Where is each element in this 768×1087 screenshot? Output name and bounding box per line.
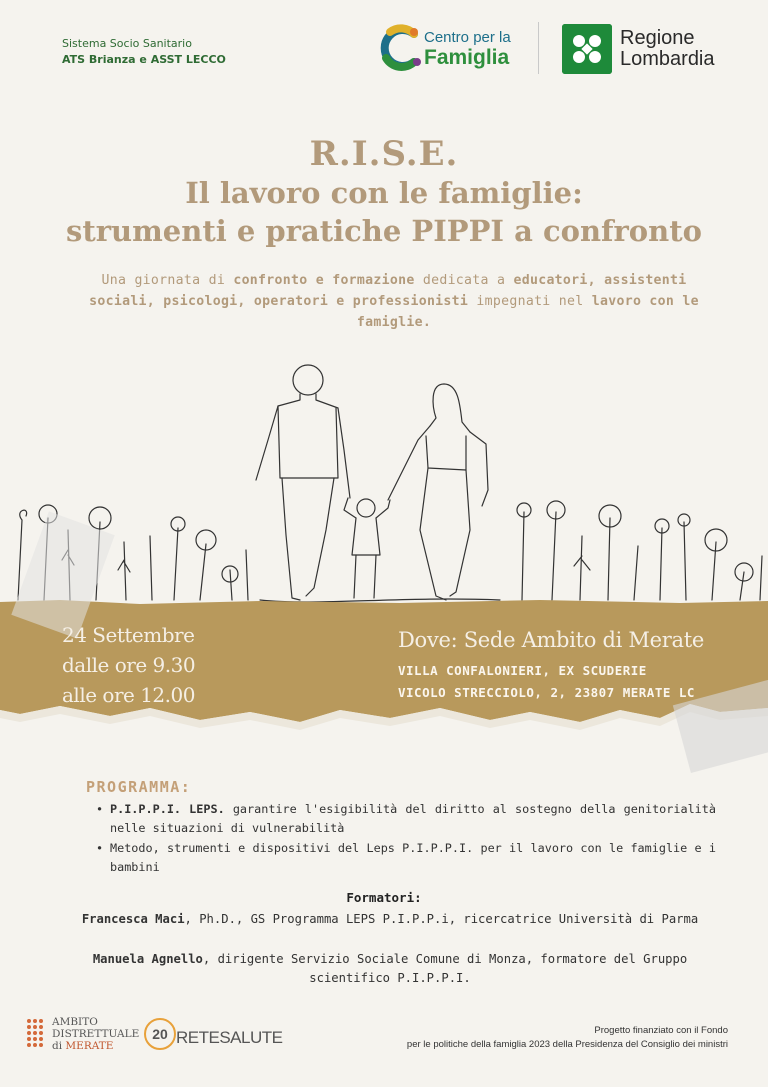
program-item-bold: P.I.P.P.I. LEPS. [110,802,225,816]
cpf-line-2: Famiglia [424,46,510,69]
ambito-line-1: AMBITO [52,1016,98,1028]
event-address [398,660,695,704]
trainers-heading: Formatori: [346,890,422,905]
ambito-line-2: DISTRETTUALE [52,1028,140,1040]
cpf-line-1: Centro per la [424,29,511,46]
trainer-entry [80,910,700,929]
program-item-text: garantire l'esigibilità del diritto al sostegno della genitorialità nelle situazioni di vulnerabilità [110,802,716,835]
intro-bold-2: educatori, assistenti sociali, psicologi, operatori e professionisti [89,273,687,309]
regione-lombardia-logo-icon [562,24,612,74]
retesalute-logo-icon [142,1016,178,1052]
address-line-2: VICOLO STRECCIOLO, 2, 23807 MERATE LC [398,685,695,700]
header-divider [538,22,539,74]
rl-line-1: Regione [620,27,695,49]
event-time-start: dalle ore 9.30 [62,653,196,677]
event-date: 24 Settembre [62,623,195,647]
intro-text-2: dedicata a [414,273,514,288]
trainer-description: , Ph.D., GS Programma LEPS P.I.P.P.i, ricercatrice Università di Parma [184,912,699,926]
program-item-text: Metodo, strumenti e dispositivi del Leps P.I.P.P.I. per il lavoro con le famiglie e i bambini [110,841,716,874]
program-heading: PROGRAMMA: [86,778,192,796]
centro-famiglia-wordmark [424,28,511,68]
retesalute-number: 20 [152,1026,168,1042]
address-line-1: VILLA CONFALONIERI, EX SCUDERIE [398,663,647,678]
org-line-2: ATS Brianza e ASST LECCO [62,53,226,66]
intro-bold-1: confronto e formazione [233,273,415,288]
program-item [96,800,716,838]
ambito-dots-logo-icon [26,1018,48,1048]
intro-bold-3: lavoro con le famiglie. [356,294,699,330]
program-item [96,839,716,877]
ambito-wordmark [52,1016,139,1052]
organization-header [62,36,226,68]
rl-line-2: Lombardia [620,48,715,70]
intro-paragraph [84,270,704,333]
regione-lombardia-wordmark [620,28,715,70]
event-location-title: Dove: Sede Ambito di Merate [398,628,704,652]
trainer-description: , dirigente Servizio Sociale Comune di Monza, formatore del Gruppo scientifico P.I.P.P.I. [202,952,688,985]
program-list [96,800,716,878]
trainer-name: Manuela Agnello [92,952,203,966]
trainer-name: Francesca Maci [81,912,185,926]
funding-note [368,1024,728,1052]
title-acronym: R.I.S.E. [309,134,459,174]
retesalute-wordmark: RETESALUTE [176,1028,283,1047]
ambito-line-3: di MERATE [52,1040,114,1052]
title-line-2: Il lavoro con le famiglie: [185,176,583,210]
title-line-3: strumenti e pratiche PIPPI a confronto [66,214,702,248]
org-line-1: Sistema Socio Sanitario [62,37,192,50]
trainer-entry [80,950,700,988]
centro-famiglia-logo-icon [374,20,430,76]
event-date-block [62,620,195,710]
family-line-illustration [0,360,768,620]
intro-text-3: impegnati nel [468,294,592,309]
funding-line-2: per le politiche della famiglia 2023 della Presidenza del Consiglio dei ministri [406,1039,728,1050]
funding-line-1: Progetto finanziato con il Fondo [594,1025,728,1036]
event-time-end: alle ore 12.00 [62,683,195,707]
intro-text-1: Una giornata di [101,273,234,288]
